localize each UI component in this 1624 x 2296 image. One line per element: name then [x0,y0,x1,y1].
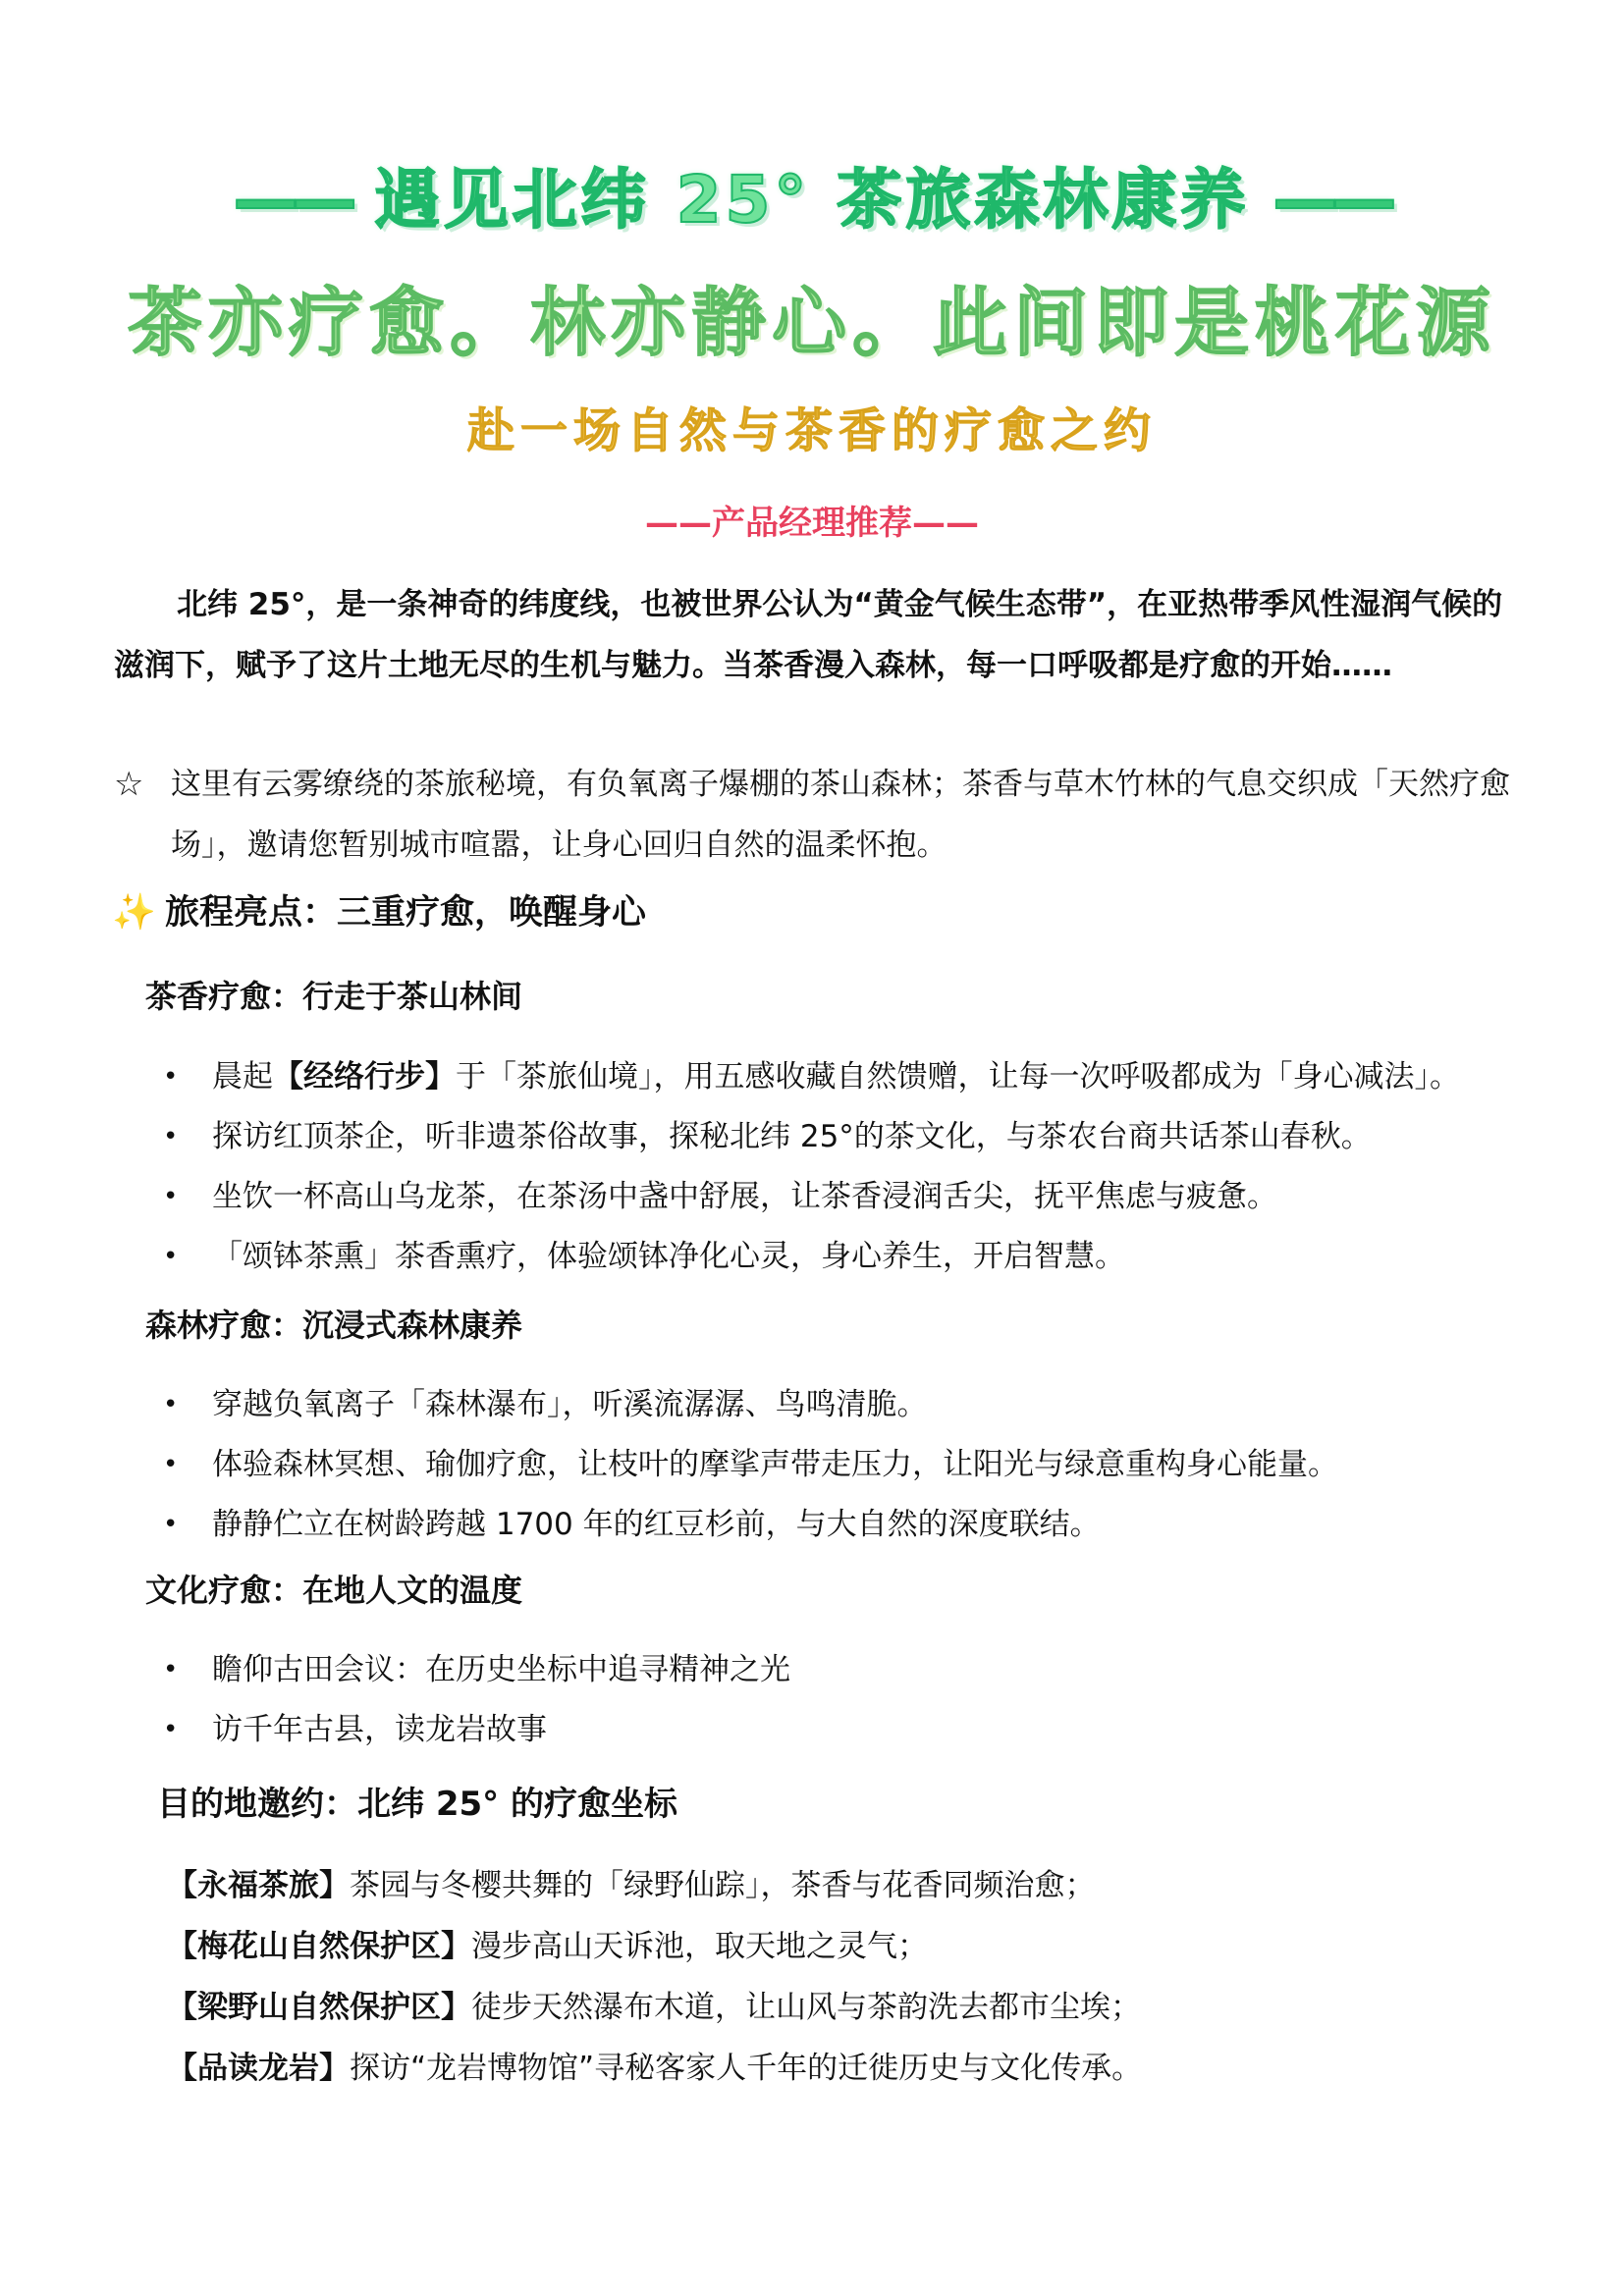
list-item: • 探访红顶茶企，听非遗茶俗故事，探秘北纬 25°的茶文化，与茶农台商共话茶山春秋。 [163,1107,1538,1167]
star-outline-icon: ☆ [114,765,144,804]
destination-item: 【梁野山自然保护区】徒步天然瀑布木道，让山风与茶韵洗去都市尘埃； [167,1990,1141,2025]
list-item: • 静静伫立在树龄跨越 1700 年的红豆杉前，与大自然的深度联结。 [163,1495,1538,1555]
title-dash-left: —— [233,162,352,238]
forest-bullet-list [163,1375,1538,1555]
highlights-heading [112,885,1526,940]
destinations-list [167,1855,1561,2099]
list-item: • 晨起【经络行步】于「茶旅仙境」，用五感收藏自然馈赠，让每一次呼吸都成为「身心减法」。 [163,1047,1538,1107]
highlights-title: 旅程亮点：三重疗愈，唤醒身心 [165,893,647,933]
title-dash-right: —— [1272,162,1391,238]
destinations-title: 目的地邀约：北纬 25° 的疗愈坐标 [157,1785,677,1824]
tea-section-title: 茶香疗愈：行走于茶山林间 [145,978,523,1015]
star-note [114,754,1528,876]
pm-recommend-heading: ——产品经理推荐—— [645,504,979,543]
list-item: • 访千年古县，读龙岩故事 [163,1700,1538,1760]
subtitle: 茶亦疗愈。林亦静心。此间即是桃花源 [128,279,1496,366]
sparkle-icon: ✨ [112,892,156,933]
culture-bullet-list [163,1640,1538,1760]
list-item: • 体验森林冥想、瑜伽疗愈，让枝叶的摩挲声带走压力，让阳光与绿意重构身心能量。 [163,1435,1538,1495]
destination-item: 【永福茶旅】茶园与冬樱共舞的「绿野仙踪」，茶香与花香同频治愈； [167,1868,1096,1903]
main-title [0,147,1624,240]
intro-paragraph: 北纬 25°，是一条神奇的纬度线，也被世界公认为“黄金气候生态带”，在亚热带季风性湿润气候的滋润下，赋予了这片土地无尽的生机与魅力。当茶香漫入森林，每一口呼吸都是疗愈的开始…… [114,587,1503,683]
tea-bullet-list [163,1047,1538,1287]
destination-item: 【梅花山自然保护区】漫步高山天诉池，取天地之灵气； [167,1929,928,1964]
list-item: • 穿越负氧离子「森林瀑布」，听溪流潺潺、鸟鸣清脆。 [163,1375,1538,1435]
star-note-text: 这里有云雾缭绕的茶旅秘境，有负氧离子爆棚的茶山森林；茶香与草木竹林的气息交织成「天然疗愈场」，邀请您暂别城市喧嚣，让身心回归自然的温柔怀抱。 [171,767,1510,863]
forest-section-title: 森林疗愈：沉浸式森林康养 [145,1307,523,1344]
culture-section-title: 文化疗愈：在地人文的温度 [145,1572,523,1609]
list-item: • 坐饮一杯高山乌龙茶，在茶汤中盏中舒展，让茶香浸润舌尖，抚平焦虑与疲惫。 [163,1167,1538,1227]
list-item: • 「颂钵茶熏」茶香熏疗，体验颂钵净化心灵，身心养生，开启智慧。 [163,1227,1538,1287]
title-text: 遇见北纬 25° 茶旅森林康养 [374,162,1250,238]
tagline: 赴一场自然与茶香的疗愈之约 [466,403,1157,458]
destination-item: 【品读龙岩】探访“龙岩博物馆”寻秘客家人千年的迁徙历史与文化传承。 [167,2051,1143,2086]
list-item: • 瞻仰古田会议：在历史坐标中追寻精神之光 [163,1640,1538,1700]
